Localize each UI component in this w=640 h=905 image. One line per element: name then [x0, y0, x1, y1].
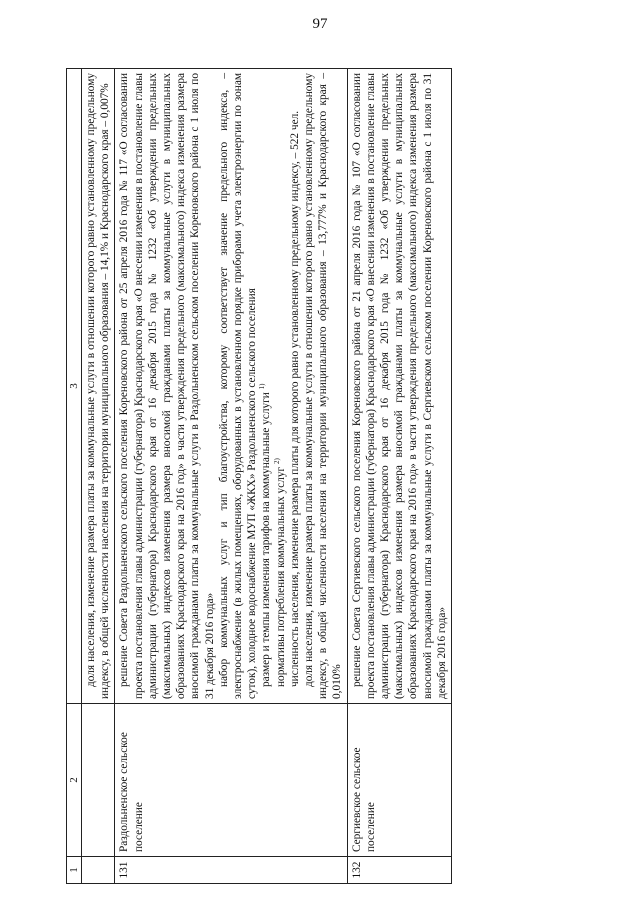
rotated-table-content	[66, 68, 615, 884]
settlement-name: Раздольненское сельское поселение	[115, 704, 347, 857]
services-set-text: набор коммунальных услуг и тип благоустройства, которому соответствует значение предельного индекса, – электроснабжение (в жилых помещениях, оборудованных в установленном порядке приборами учета электроэнергии по зонам суток), холодное водоснабжение МУП «ЖКХ» Раздольненского сельского поселения	[217, 73, 259, 699]
rotated-table-frame	[66, 68, 615, 884]
population-share-text: доля населения, изменение размера платы за коммунальные услуги в отношении которого равно установленному предельному индексу, в общей численности населения на территории муниципального образования – 13,777% и Краснодарского края – 0,010%	[303, 73, 344, 699]
row-number-cell	[82, 857, 115, 884]
settlements-table	[66, 68, 452, 884]
settlement-name: Сергиевское сельское поселение	[347, 704, 451, 857]
header-col-1: 1	[67, 857, 82, 884]
settlement-cell	[82, 704, 115, 857]
table-row	[82, 69, 115, 884]
row-number: 131	[115, 857, 347, 884]
table-row	[347, 69, 451, 884]
norms-text: нормативы потребления коммунальных услуг $^{2)}$	[272, 458, 287, 687]
description-cell	[347, 69, 451, 704]
header-col-3: 3	[67, 69, 82, 704]
description-cell	[115, 69, 347, 704]
page-number: 97	[312, 16, 328, 32]
decision-text: решение Совета Раздольненского сельского поселения Кореновского района от 25 апреля 2016 года № 117 «О согласовании проекта постановления главы администрации (губернатора) Краснодарского края «О внесении изменения в постановление главы администрации (губернатора) Краснодарского края от 16 декабря 2015 года № 1232 «Об утверждении предельных (максимальных) индексов изменения размера вносимой гражданами платы за коммунальные услуги в муниципальных образованиях Краснодарского края на 2016 год» в части утверждения предельного (максимального) индекса изменения размера вносимой гражданами платы за коммунальные услуги в Раздольненском сельском поселении Кореновского района с 1 июля по 31 декабря 2016 года»	[118, 73, 216, 699]
continuation-text: доля населения, изменение размера платы за коммунальные услуги в отношении которого равно установленному предельному индексу, в общей численности населения на территории муниципального образования – 14,1% и Краснодарского края – 0,007%	[85, 73, 112, 699]
description-cell	[82, 69, 115, 704]
row-number: 132	[347, 857, 451, 884]
decision-text: решение Совета Сергиевского сельского поселения Кореновского района от 21 апреля 2016 года № 107 «О согласовании проекта постановления главы администрации (губернатора) Краснодарского края «О внесении изменения в постановление главы администрации (губернатора) Краснодарского края от 16 декабря 2015 года № 1232 «Об утверждении предельных (максимальных) индексов изменения размера вносимой гражданами платы за коммунальные услуги в муниципальных образованиях Краснодарского края на 2016 год» в части утверждения предельного (максимального) индекса изменения размера вносимой гражданами платы за коммунальные услуги в Сергиевском сельском поселении Кореновского района с 1 июля по 31 декабря 2016 года»	[350, 73, 448, 699]
header-col-2: 2	[67, 704, 82, 857]
table-row	[115, 69, 347, 884]
tariffs-text: размер и темпы изменения тарифов на коммунальные услуги $^{1)}$	[258, 383, 273, 687]
header-row	[67, 69, 82, 884]
population-text: численность населения, изменение размера платы для которого равно установленному предельному индексу, – 522 чел.	[288, 110, 301, 687]
